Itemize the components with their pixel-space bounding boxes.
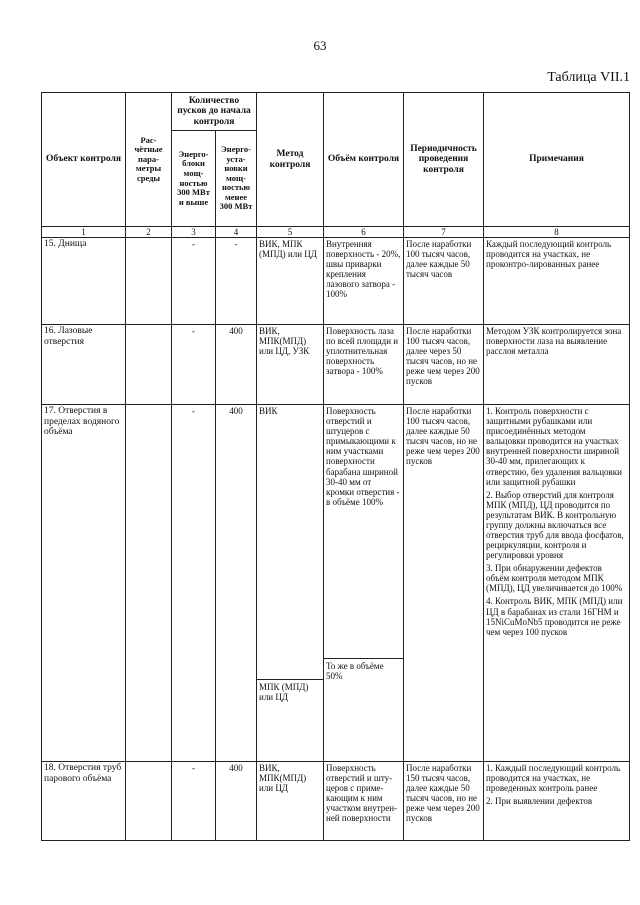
header-starts-b: Энерго-уста-новки мощ-ностью менее 300 МВт — [216, 131, 257, 227]
column-number: 3 — [172, 227, 216, 238]
table-row — [42, 325, 630, 405]
row-starts-b: 400 — [216, 762, 257, 841]
row-starts-a: - — [172, 238, 216, 325]
row-method: ВИК, МПК (МПД) или ЦД — [257, 238, 324, 325]
note-item: 2. Выбор отверстий для контроля МПК (МПД), ЦД проводится по результатам ВИК. В контрольную группу должны включаться все отверстия труб для ввода фосфатов, рециркуляции, контроля и регулировки уровня — [486, 489, 624, 561]
row-params — [126, 325, 172, 405]
row-method-cell — [257, 405, 324, 762]
row-starts-b: 400 — [216, 325, 257, 405]
row-method: ВИК — [259, 406, 278, 417]
header-object: Объект контроля — [42, 93, 126, 227]
column-number: 7 — [404, 227, 484, 238]
row-starts-b: 400 — [216, 405, 257, 762]
column-number: 8 — [484, 227, 630, 238]
header-params: Рас-чётные пара-метры среды — [126, 93, 172, 227]
header-volume: Объём контроля — [324, 93, 404, 227]
column-number: 2 — [126, 227, 172, 238]
column-number: 4 — [216, 227, 257, 238]
row-notes — [484, 405, 630, 762]
row-period: После наработки 100 тысяч часов, далее каждые 50 тысяч часов, но не реже чем через 200 пусков — [404, 405, 484, 762]
row-params — [126, 238, 172, 325]
row-volume: Поверхность отверстий и шту-церов с приме-кающим к ним участком внутрен-ней поверхности — [324, 762, 404, 841]
row-starts-b: - — [216, 238, 257, 325]
header-period: Периодичность проведения контроля — [404, 93, 484, 227]
row-method-secondary: МПК (МПД) или ЦД — [257, 679, 323, 702]
header-starts-group: Количество пусков до начала контроля — [172, 93, 257, 131]
row-volume: Внутренняя поверхность - 20%, швы приварки крепления лазового затвора - 100% — [324, 238, 404, 325]
row-object: 15. Днища — [42, 238, 126, 325]
note-item: Методом УЗК контролируется зона поверхности лаза на выявление расслоя металла — [486, 326, 622, 357]
row-starts-a: - — [172, 762, 216, 841]
table-row — [42, 405, 630, 762]
note-item: 3. При обнаружении дефектов объём контроля методом МПК (МПД), ЦД увеличивается до 100% — [486, 563, 623, 594]
header-notes: Примечания — [484, 93, 630, 227]
row-method: ВИК, МПК(МПД) или ЦД, УЗК — [257, 325, 324, 405]
row-params — [126, 762, 172, 841]
row-method: ВИК, МПК(МПД) или ЦД — [257, 762, 324, 841]
row-volume-secondary: То же в объёме 50% — [324, 658, 403, 681]
note-item: 1. Каждый последующий контроль проводится на участках, не проведенных контроль ранее — [486, 763, 621, 794]
note-item: 1. Контроль поверхности с защитными рубашками или присоединённых методом вальцовки проводится на участках внутренней поверхности шириной 30-40 мм, прилегающих к отверстию, без удаления вальцовки или защитной рубашки — [486, 406, 622, 487]
row-starts-a: - — [172, 325, 216, 405]
row-volume-cell — [324, 405, 404, 762]
row-period: После наработки 100 тысяч часов, далее каждые 50 тысяч часов — [404, 238, 484, 325]
row-object: 17. Отверстия в пределах водяного объёма — [42, 405, 126, 762]
header-starts-a: Энерго-блоки мощ-ностью 300 МВт и выше — [172, 131, 216, 227]
row-volume: Поверхность отверстий и штуцеров с примыкающими к ним участками поверхности барабана шириной 30-40 мм от кромки отверстия - в объёме 100% — [326, 406, 400, 507]
header-method: Метод контроля — [257, 93, 324, 227]
note-item: 2. При выявлении дефектов — [486, 796, 593, 807]
control-table — [41, 92, 630, 841]
column-number: 5 — [257, 227, 324, 238]
row-object: 16. Лазовые отверстия — [42, 325, 126, 405]
row-object: 18. Отверстия труб парового объёма — [42, 762, 126, 841]
column-number: 1 — [42, 227, 126, 238]
row-notes — [484, 325, 630, 405]
row-params — [126, 405, 172, 762]
row-volume: Поверхность лаза по всей площади и уплотнительная поверхность затвора - 100% — [324, 325, 404, 405]
note-item: Каждый последующий контроль проводится на участках, не проконтро-лированных ранее — [486, 239, 612, 270]
column-number: 6 — [324, 227, 404, 238]
table-row — [42, 238, 630, 325]
note-item: 4. Контроль ВИК, МПК (МПД) или ЦД в барабанах из стали 16ГНМ и 15NiCuMoNb5 проводится не реже чем через 100 пусков — [486, 596, 623, 637]
row-notes — [484, 238, 630, 325]
row-period: После наработки 100 тысяч часов, далее через 50 тысяч часов, но не реже чем через 200 пусков — [404, 325, 484, 405]
page-number: 63 — [313, 38, 327, 53]
row-notes — [484, 762, 630, 841]
row-period: После наработки 150 тысяч часов, далее каждые 50 тысяч часов, но не реже чем через 200 пусков — [404, 762, 484, 841]
row-starts-a: - — [172, 405, 216, 762]
table-row — [42, 762, 630, 841]
table-caption: Таблица VII.1 — [547, 70, 630, 85]
